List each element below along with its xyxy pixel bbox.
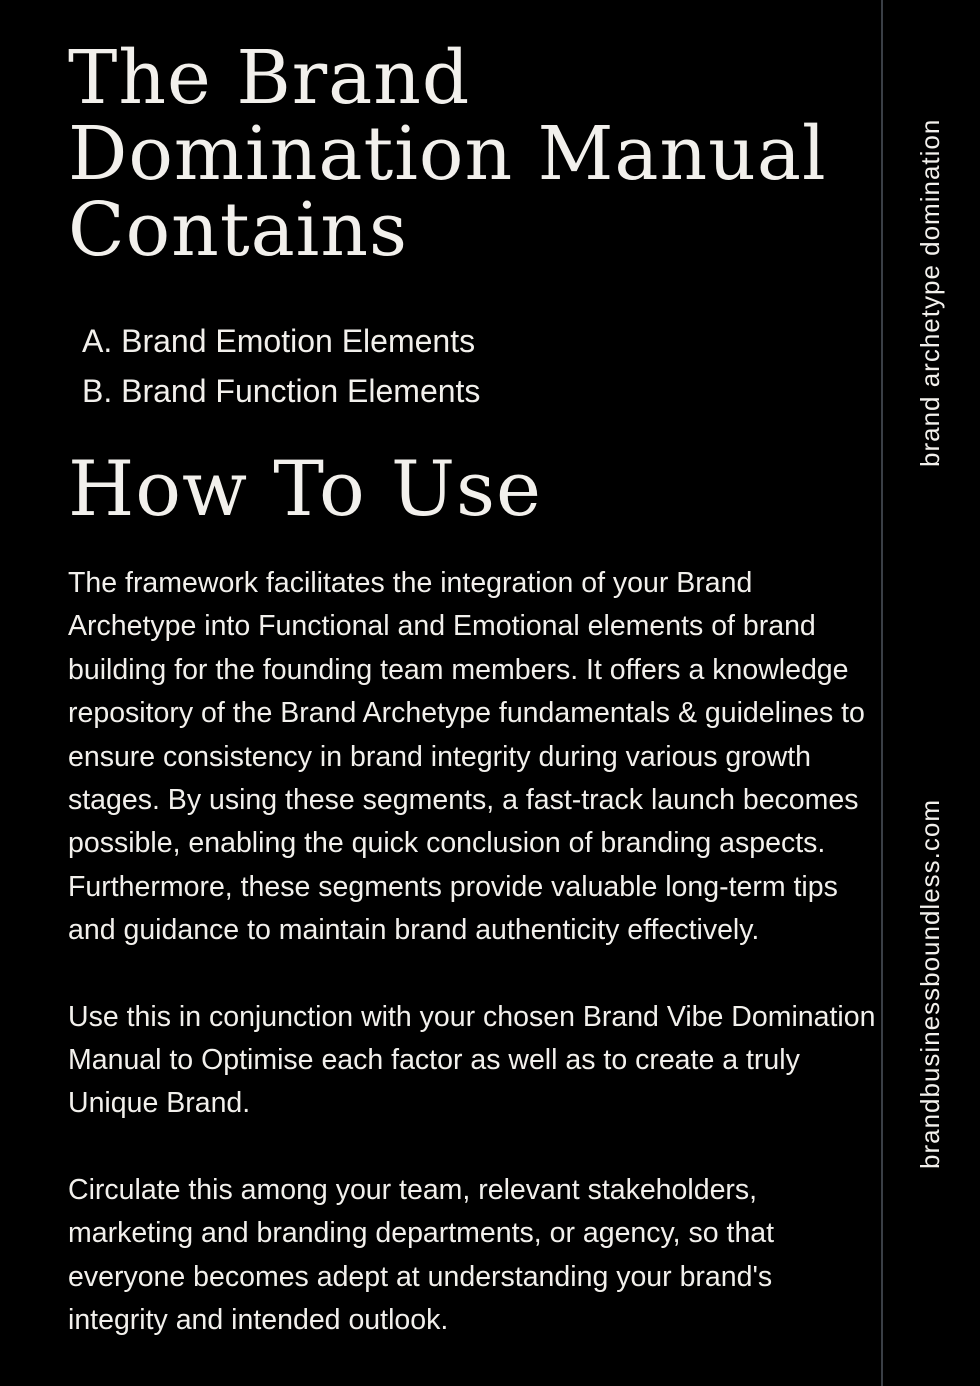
title-line-2: Domination Manual: [68, 111, 827, 197]
title-line-3: Contains: [68, 187, 408, 273]
how-to-use-body: [68, 562, 878, 1386]
paragraph-framework: The framework facilitates the integration of your Brand Archetype into Functional and Emotional elements of brand building for the founding team members. It offers a knowledge repository of the Brand Archetype fundamentals & guidelines to ensure consistency in brand integrity during various growth stages. By using these segments, a fast-track launch becomes possible, enabling the quick conclusion of branding aspects. Furthermore, these segments provide valuable long-term tips and guidance to maintain brand authenticity effectively.: [68, 567, 865, 947]
contents-item-brand-function: B. Brand Function Elements: [82, 373, 481, 409]
contents-list: [82, 316, 480, 416]
vertical-divider: [881, 0, 883, 1386]
paragraph-conjunction: Use this in conjunction with your chosen Brand Vibe Domination Manual to Optimise each factor as well as to create a truly Unique Brand.: [68, 1000, 876, 1120]
side-label-website: brandbusinessboundless.com: [915, 799, 945, 1169]
contents-item-brand-emotion: A. Brand Emotion Elements: [82, 323, 476, 359]
side-label-archetype: brand archetype domination: [915, 118, 945, 467]
paragraph-circulate: Circulate this among your team, relevant stakeholders, marketing and branding departments, or agency, so that everyone becomes adept at understanding your brand's integrity and intended outlook.: [68, 1173, 775, 1337]
page-title: [68, 35, 858, 273]
title-line-1: The Brand: [68, 35, 471, 121]
how-to-use-heading: How To Use: [68, 444, 542, 533]
